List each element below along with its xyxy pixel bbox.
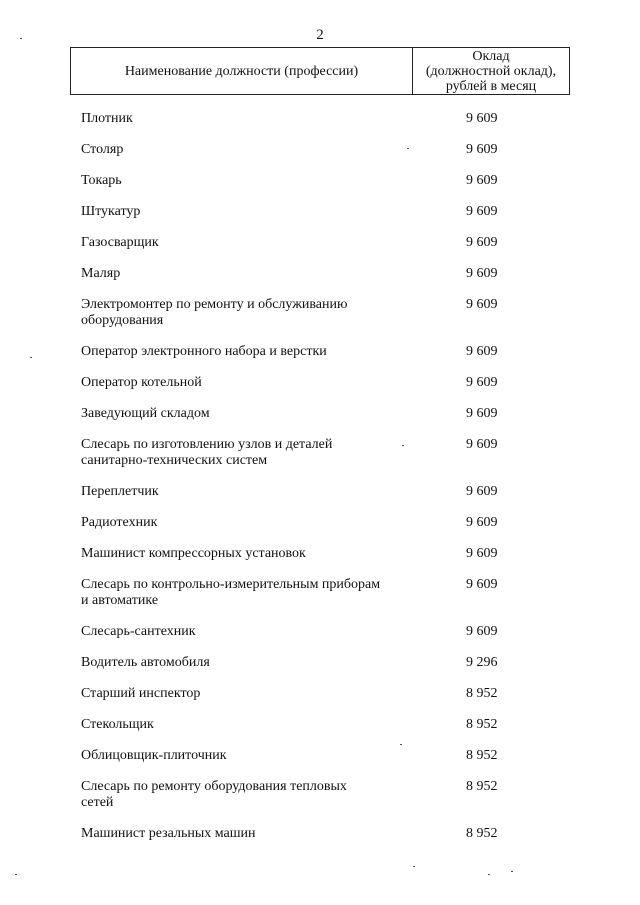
position-name xyxy=(81,624,421,640)
header-salary-line: (должностной оклад), xyxy=(425,63,557,79)
position-name-line: сетей xyxy=(81,795,114,810)
position-name-line: Токарь xyxy=(81,173,122,188)
salary-value: 9 609 xyxy=(466,437,498,452)
salary-value: 8 952 xyxy=(466,717,498,732)
position-name-line: санитарно-технических систем xyxy=(81,453,268,468)
page-number: 2 xyxy=(316,27,324,43)
position-name xyxy=(81,235,421,251)
position-name-line: Заведующий складом xyxy=(81,406,210,421)
salary-value: 9 609 xyxy=(466,375,498,390)
position-name xyxy=(81,375,421,391)
salary-value: 9 609 xyxy=(466,297,498,312)
position-name xyxy=(81,515,421,531)
salary-value: 9 609 xyxy=(466,484,498,499)
position-name-line: Плотник xyxy=(81,111,133,126)
position-name xyxy=(81,826,421,842)
salary-value: 8 952 xyxy=(466,826,498,841)
position-name-line: Радиотехник xyxy=(81,515,158,530)
position-name-line: Оператор электронного набора и верстки xyxy=(81,344,327,359)
position-name-line: Электромонтер по ремонту и обслуживанию xyxy=(81,297,348,312)
position-name-line: Штукатур xyxy=(81,204,141,219)
position-name xyxy=(81,204,421,220)
salary-value: 9 609 xyxy=(466,173,498,188)
position-name xyxy=(81,655,421,671)
position-name-line: Столяр xyxy=(81,142,124,157)
position-name xyxy=(81,546,421,562)
position-name-line: Облицовщик-плиточник xyxy=(81,748,227,763)
salary-value: 8 952 xyxy=(466,686,498,701)
position-name-line: Маляр xyxy=(81,266,121,281)
header-salary-line: Оклад xyxy=(472,48,510,64)
position-name-line: Слесарь-сантехник xyxy=(81,624,196,639)
salary-value: 9 296 xyxy=(466,655,498,670)
header-salary-line: рублей в месяц xyxy=(445,78,537,94)
position-name xyxy=(81,686,421,702)
salary-value: 9 609 xyxy=(466,142,498,157)
position-name xyxy=(81,484,421,500)
position-name xyxy=(81,266,421,282)
position-name-line: Слесарь по изготовлению узлов и деталей xyxy=(81,437,333,452)
salary-value: 9 609 xyxy=(466,406,498,421)
header-position-name: Наименование должности (профессии) xyxy=(71,48,413,94)
position-name xyxy=(81,344,421,360)
position-name-line: Машинист резальных машин xyxy=(81,826,256,841)
position-name xyxy=(81,406,421,422)
salary-value: 8 952 xyxy=(466,779,498,794)
salary-value: 9 609 xyxy=(466,577,498,592)
salary-value: 9 609 xyxy=(466,111,498,126)
salary-value: 9 609 xyxy=(466,546,498,561)
salary-value: 9 609 xyxy=(466,204,498,219)
position-name-line: Слесарь по ремонту оборудования тепловых xyxy=(81,779,347,794)
position-name xyxy=(81,173,421,189)
position-name-line: Машинист компрессорных установок xyxy=(81,546,306,561)
position-name xyxy=(81,717,421,733)
position-name xyxy=(81,437,421,469)
salary-value: 9 609 xyxy=(466,515,498,530)
position-name-line: Водитель автомобиля xyxy=(81,655,210,670)
position-name-line: оборудования xyxy=(81,313,164,328)
position-name-line: Газосварщик xyxy=(81,235,159,250)
position-name-line: Переплетчик xyxy=(81,484,159,499)
salary-value: 9 609 xyxy=(466,235,498,250)
position-name xyxy=(81,111,421,127)
position-name xyxy=(81,142,421,158)
position-name-line: Оператор котельной xyxy=(81,375,202,390)
position-name-line: Слесарь по контрольно-измерительным приборам xyxy=(81,577,381,592)
salary-value: 9 609 xyxy=(466,624,498,639)
position-name-line: Старший инспектор xyxy=(81,686,201,701)
salary-value: 8 952 xyxy=(466,748,498,763)
position-name-line: Стекольщик xyxy=(81,717,154,732)
position-name xyxy=(81,748,421,764)
position-name-line: и автоматике xyxy=(81,593,159,608)
position-name xyxy=(81,297,421,329)
position-name xyxy=(81,577,421,609)
salary-value: 9 609 xyxy=(466,266,498,281)
salary-value: 9 609 xyxy=(466,344,498,359)
position-name xyxy=(81,779,421,811)
